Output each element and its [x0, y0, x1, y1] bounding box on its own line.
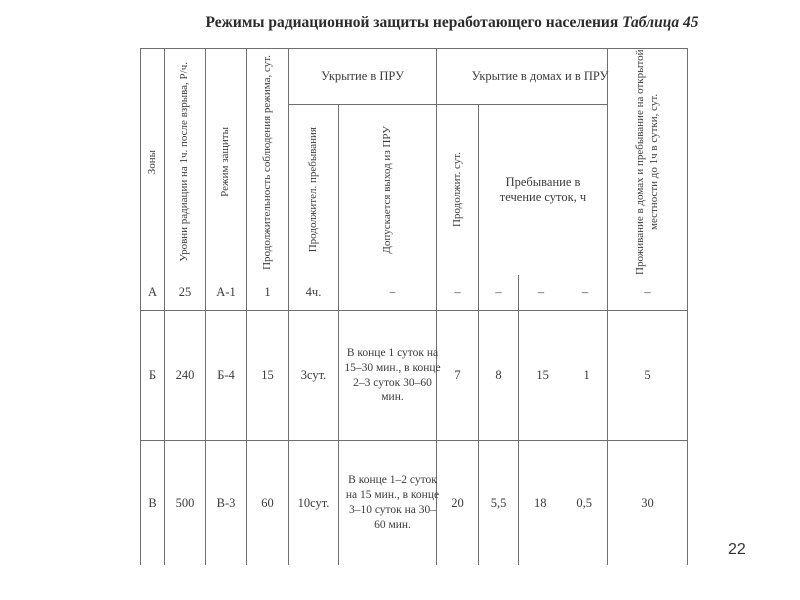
table-cell-duration: 15 — [261, 368, 274, 382]
page-number: 22 — [728, 541, 746, 558]
column-header-stay-during-day: Пребывание в течение суток, ч — [499, 175, 587, 204]
table-border-right — [687, 48, 688, 565]
table-cell-duration-days: – — [454, 285, 461, 299]
group-header-shelter-in-pru: Укрытие в ПРУ — [321, 69, 404, 83]
table-cell-level: 25 — [178, 285, 192, 299]
table-cell-day-hours-b: 18 0,5 — [533, 495, 593, 510]
table-cell-stay: 3сут. — [300, 368, 327, 382]
slide-title-text: Режимы радиационной защиты неработающего населения — [205, 14, 619, 31]
table-cell-day-hours-a: – — [495, 285, 502, 299]
column-header-protection-regime: Режим защиты — [219, 127, 232, 197]
radiation-regimes-table — [140, 48, 688, 565]
table-cell-level: 500 — [175, 495, 195, 510]
table-cell-stay: 10сут. — [297, 495, 330, 510]
table-cell-regime: Б-4 — [217, 368, 235, 382]
table-cell-zone: В — [148, 495, 157, 510]
table-cell-duration: 60 — [261, 495, 274, 510]
column-header-living-in-houses: Проживание в домах и пребывание на открытой местности до 1ч в сутки, сут. — [633, 49, 660, 275]
table-cell-exit: В конце 1–2 суток на 15 мин., в конце 3–10 суток на 30–60 мин. — [345, 474, 440, 531]
table-cell-day-hours-a: 8 — [495, 368, 502, 382]
table-cell-duration-days: 20 — [451, 495, 464, 510]
table-cell-zone: А — [147, 285, 158, 299]
column-header-stay-duration: Продолжител. пребывания — [306, 127, 319, 253]
table-cell-duration: 1 — [264, 285, 271, 299]
table-cell-day-hours-a: 5,5 — [490, 495, 507, 510]
table-cell-day-hours-b: – – — [537, 285, 589, 299]
table-cell-zone: Б — [148, 368, 157, 382]
column-header-radiation-level: Уровни радиации на 1ч. после взрыва, Р/ч. — [178, 62, 191, 262]
column-header-duration-days: Продолжит. сут. — [450, 152, 463, 228]
column-header-zones: Зоны — [145, 149, 158, 175]
table-cell-duration-days: 7 — [454, 368, 461, 382]
table-cell-stay: 4ч. — [305, 285, 322, 299]
column-header-regime-duration: Продолжительность соблюдения режима, сут. — [260, 54, 273, 270]
group-header-shelter-in-houses-and-pru: Укрытие в домах и в ПРУ — [471, 69, 609, 83]
table-cell-exit: В конце 1 суток на 15–30 мин., в конце 2–3 суток 30–60 мин. — [344, 346, 441, 404]
table-cell-living: 5 — [644, 368, 651, 382]
table-cell-day-hours-b: 15 1 — [536, 368, 590, 382]
table-cell-level: 240 — [175, 368, 195, 382]
slide-title — [152, 14, 752, 32]
table-number-label: Таблица 45 — [622, 14, 699, 31]
table-cell-exit: – — [389, 286, 396, 299]
table-cell-living: – — [644, 285, 651, 299]
table-cell-regime: А-1 — [216, 285, 236, 299]
table-cell-regime: В-3 — [216, 495, 236, 510]
column-header-exit-allowed: Допускается выход из ПРУ — [380, 126, 393, 254]
table-cell-living: 30 — [641, 495, 654, 510]
